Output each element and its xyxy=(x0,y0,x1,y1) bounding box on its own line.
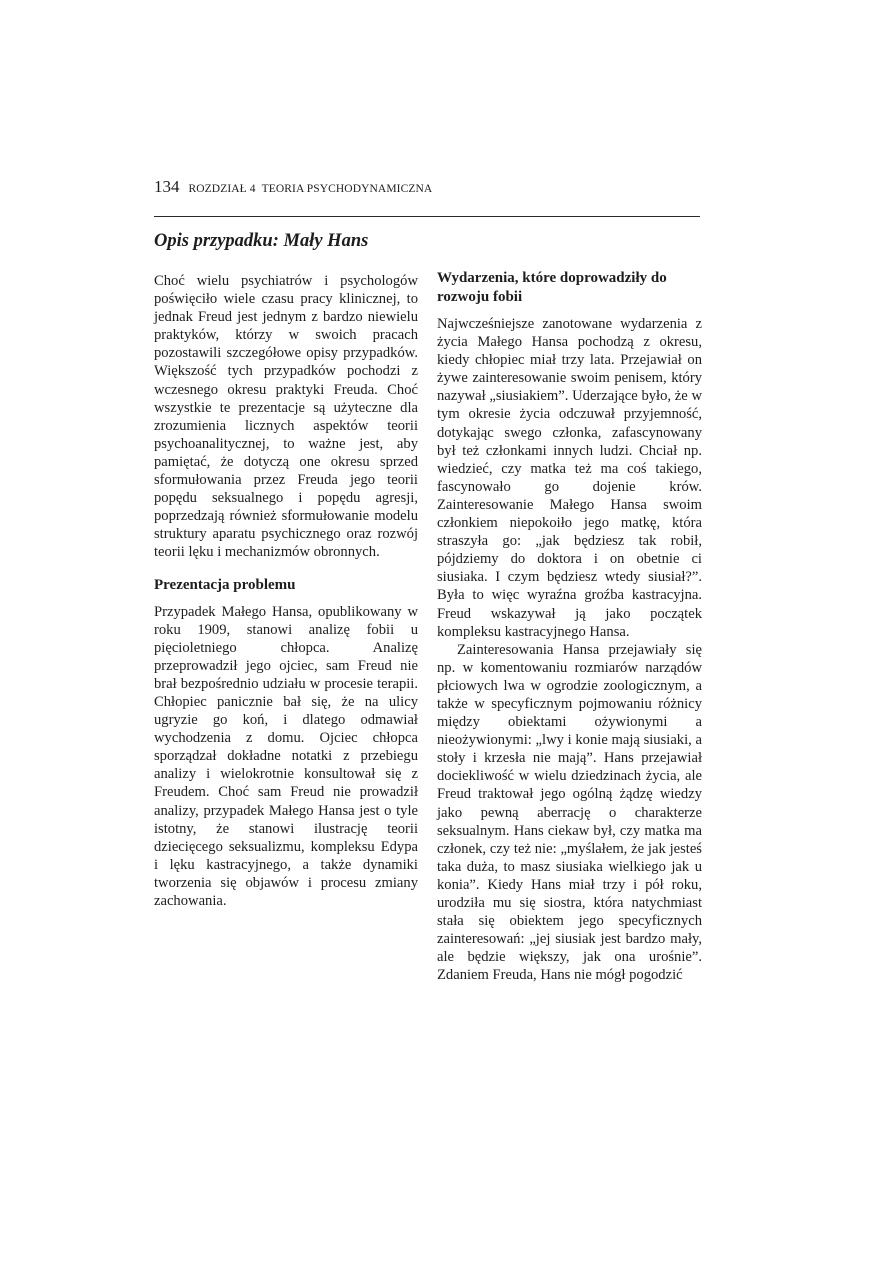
section-heading-problem: Prezentacja problemu xyxy=(154,576,296,593)
running-head xyxy=(189,183,433,195)
left-column xyxy=(154,272,418,910)
events-paragraph-2: Zainteresowania Hansa przejawiały się np. w komentowaniu rozmiarów narządów płciowych lwa w ogrodzie zoologicznym, a także w specyficznym pojmowaniu różnicy między obiektami ożywionymi a nieożywionymi: „lwy i konie mają siusiaki, a stoły i krzesła nie mają”. Hans przejawiał dociekliwość w wielu dziedzinach życia, ale Freud traktował jego ogólną żądzę wiedzy jako pewną aberrację o charakterze seksualnym. Hans ciekaw był, czy matka ma członek, czy też nie: „myślałem, że jak jesteś taka duża, to masz siusiaka wielkiego jak u konia”. Kiedy Hans miał trzy i pół roku, urodziła mu się siostra, która natychmiast stała się obiektem jego specyficznych zainteresowań: „jej siusiak jest bardzo mały, ale będzie większy, jak ona urośnie”. Zdaniem Freuda, Hans nie mógł pogodzić xyxy=(437,641,702,984)
problem-paragraph: Przypadek Małego Hansa, opublikowany w roku 1909, stanowi analizę fobii u pięcioletniego chłopca. Analizę przeprowadził jego ojciec, sam Freud nie brał bezpośrednio udziału w procesie terapii. Chłopiec panicznie bał się, że na ulicy ugryzie go koń, i dlatego odmawiał wychodzenia z domu. Ojciec chłopca sporządzał dokładne notatki z przebiegu analizy i wielokrotnie konsultował się z Freudem. Choć sam Freud nie prowadził analizy, przypadek Małego Hansa jest o tyle istotny, że stanowi ilustrację teorii dziecięcego seksualizmu, kompleksu Edypa i lęku kastracyjnego, a także dynamiki tworzenia się objawów i procesu zmiany zachowania. xyxy=(154,603,418,909)
chapter-label: ROZDZIAŁ 4 xyxy=(188,183,256,195)
page-number: 134 xyxy=(154,177,180,196)
intro-paragraph: Choć wielu psychiatrów i psychologów poświęciło wiele czasu pracy klinicznej, to jednak Freud jest jednym z bardzo niewielu praktyków, którzy w swoich pracach pozostawili szczegółowe opisy przypadków. Większość tych przypadków pochodzi z wczesnego okresu praktyki Freuda. Choć wszystkie te prezentacje są użyteczne dla zrozumienia licznych aspektów teorii psychoanalitycznej, to ważne jest, aby pamiętać, że dotyczą one okresu sprzed sformułowania przez Freuda jego teorii popędu seksualnego i popędu agresji, poprzedzają również sformułowanie modelu struktury aparatu psychicznego oraz rozwój teorii lęku i mechanizmów obronnych. xyxy=(154,273,418,561)
section-heading-events: Wydarzenia, które doprowadziły do rozwoju fobii xyxy=(437,270,667,305)
running-header xyxy=(154,177,432,197)
case-study-title: Opis przypadku: Mały Hans xyxy=(154,231,369,251)
chapter-title: TEORIA PSYCHODYNAMICZNA xyxy=(261,183,433,195)
right-column xyxy=(437,272,702,984)
events-paragraph-1: Najwcześniejsze zanotowane wydarzenia z życia Małego Hansa pochodzą z okresu, kiedy chłopiec miał trzy lata. Przejawiał on żywe zainteresowanie swoim penisem, który nazywał „siusiakiem”. Uderzające było, że w tym okresie życia odczuwał przyjemność, dotykając swego członka, zafascynowany był też członkami innych ludzi. Chciał np. wiedzieć, czy matka też ma coś takiego, fascynowało go dojenie krów. Zainteresowanie Małego Hansa swoim członkiem niepokoiło jego matkę, która straszyła go: „jak będziesz tak robił, pójdziemy do doktora i on obetnie ci siusiaka. I czym będziesz wtedy siusiał?”. Była to więc wyraźna groźba kastracyjna. Freud wskazywał ją jako początek kompleksu kastracyjnego Hansa. xyxy=(437,316,702,640)
header-rule xyxy=(154,216,700,217)
